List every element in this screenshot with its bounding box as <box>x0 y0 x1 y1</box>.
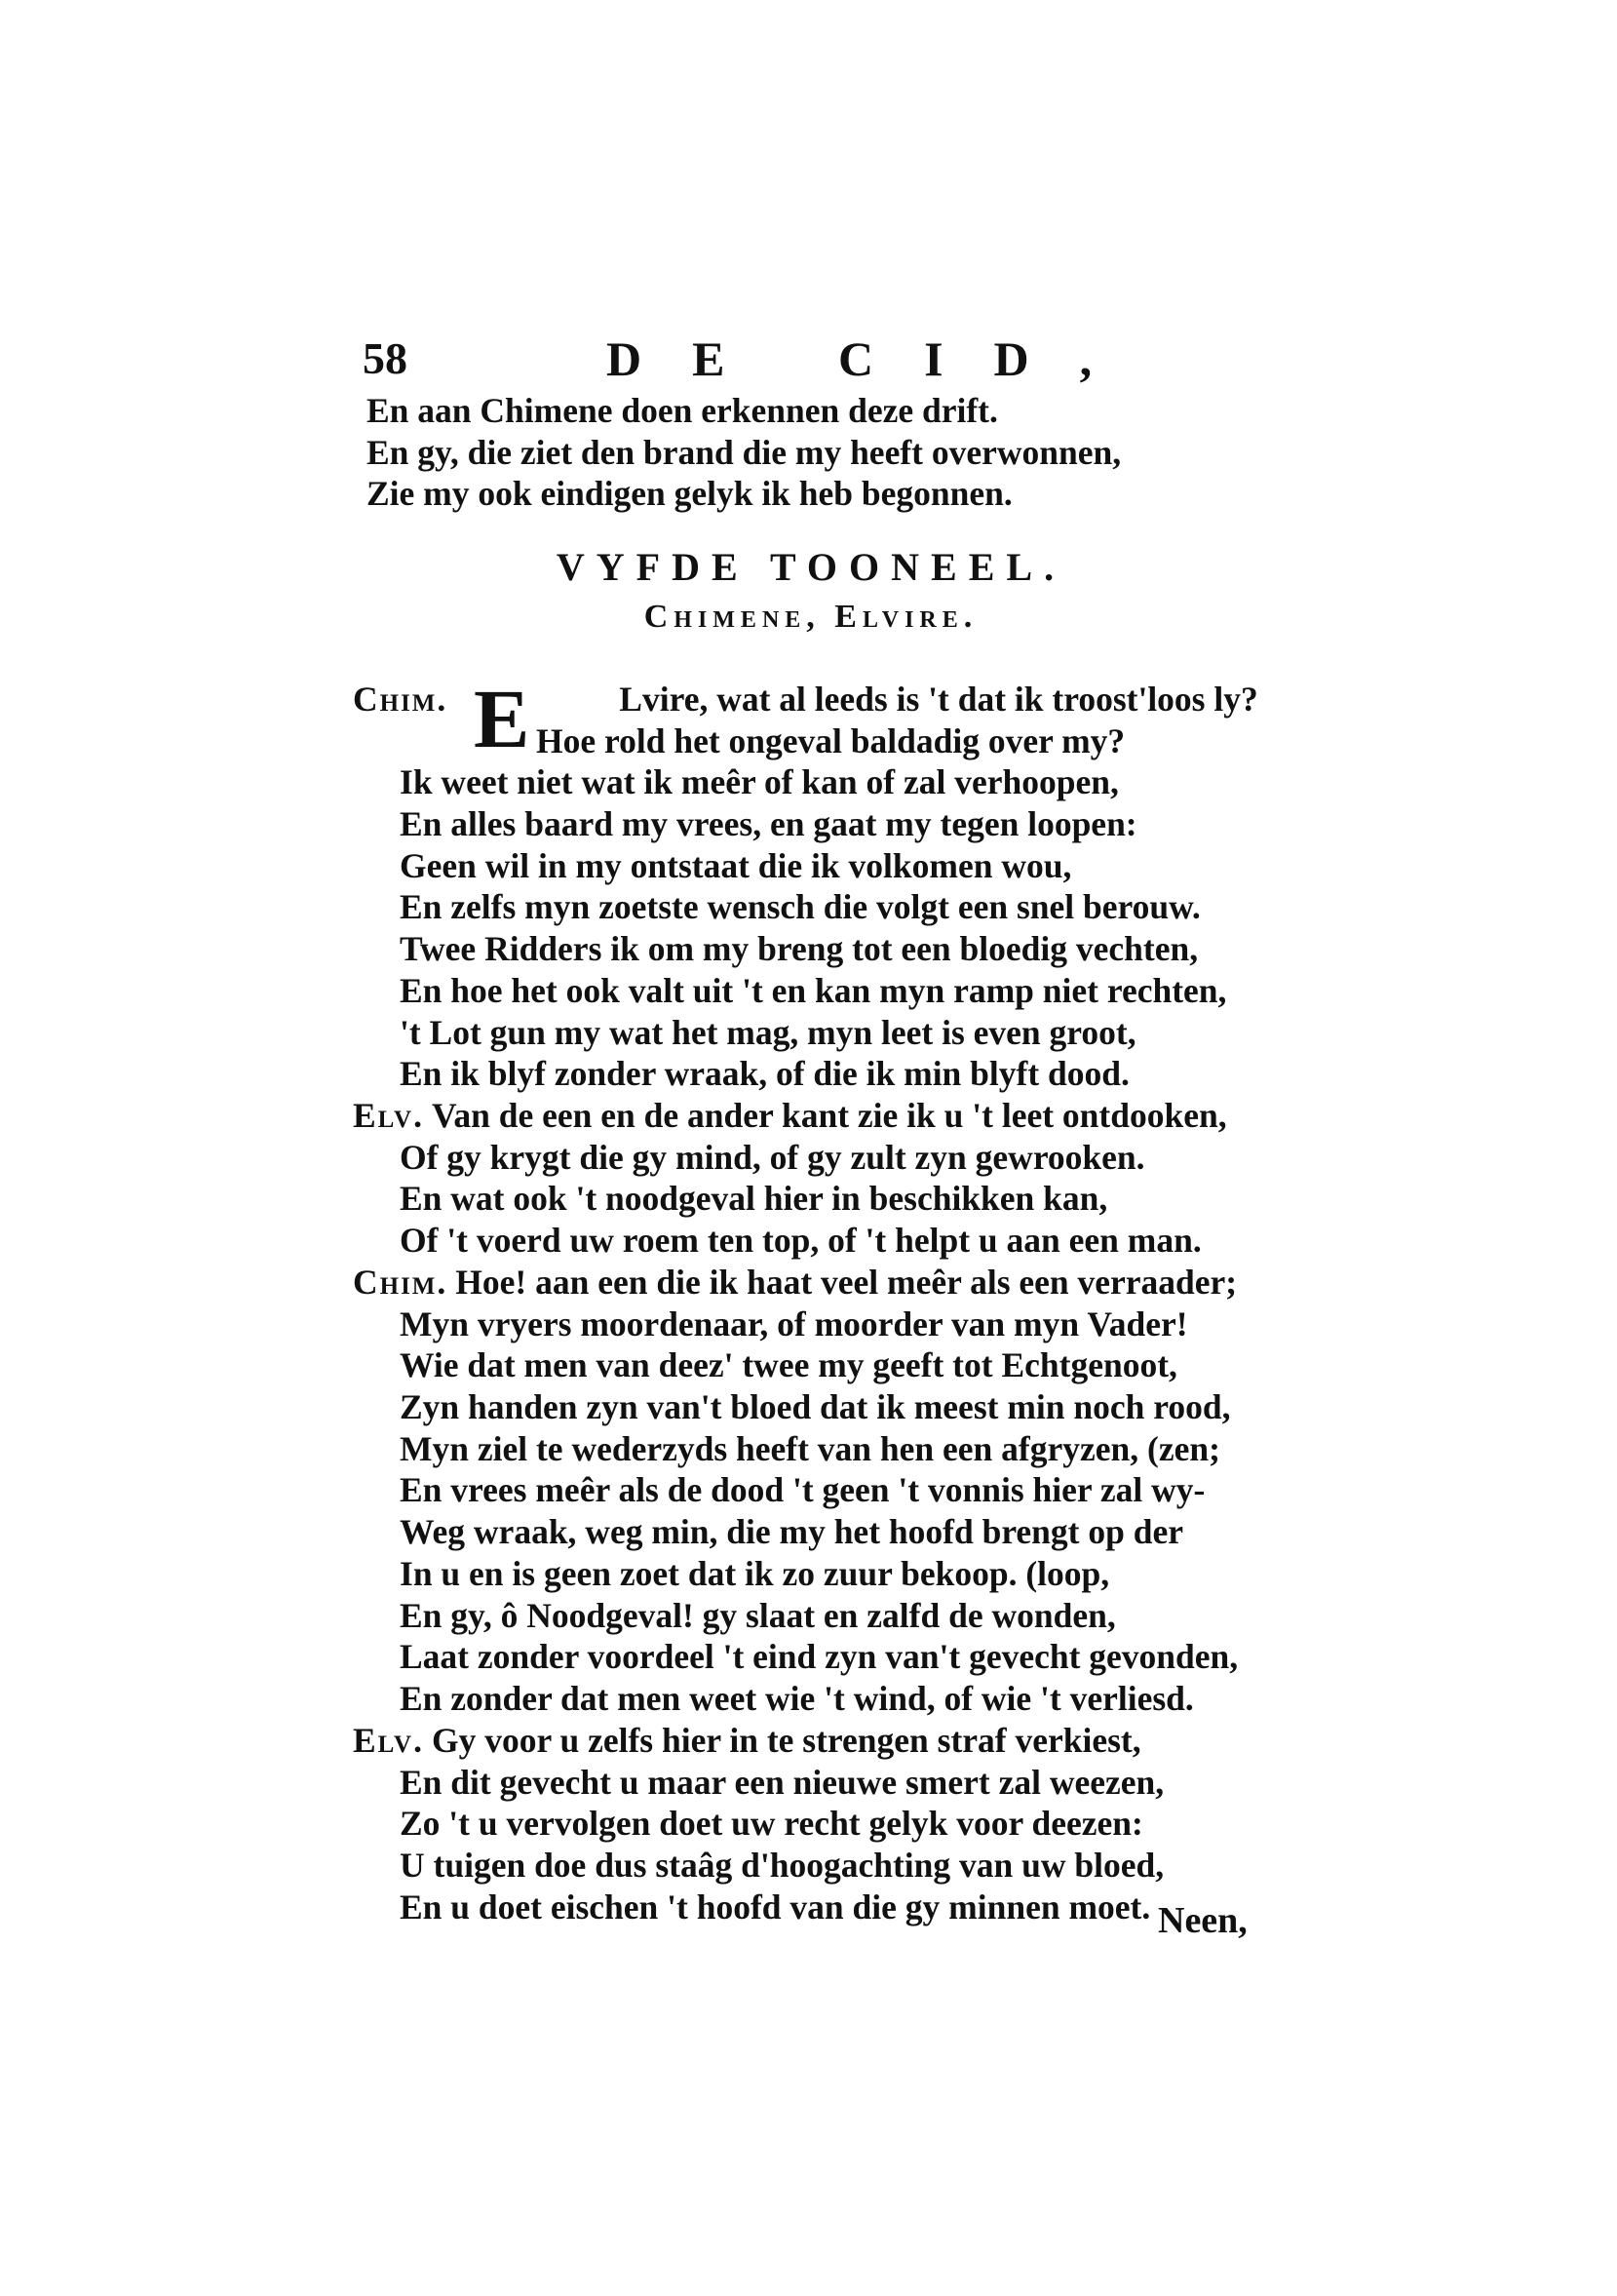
verse-line: Zo 't u vervolgen doet uw recht gelyk voor deezen: <box>400 1804 1143 1844</box>
verse-line: Laat zonder voordeel 't eind zyn van't gevecht gevonden, <box>400 1637 1239 1677</box>
verse-line: En hoe het ook valt uit 't en kan myn ramp niet rechten, <box>400 970 1227 1010</box>
speaker-label: Chim. <box>353 1263 448 1302</box>
verse-line: En zonder dat men weet wie 't wind, of wie 't verliesd. <box>400 1678 1194 1718</box>
verse-line: 't Lot gun my wat het mag, myn leet is even groot, <box>400 1012 1136 1052</box>
verse-line: En aan Chimene doen erkennen deze drift. <box>366 391 998 430</box>
scene-characters: Chimene, Elvire. <box>643 599 979 635</box>
verse-line: Weg wraak, weg min, die my het hoofd brengt op der <box>400 1512 1184 1552</box>
page-header <box>363 330 1259 388</box>
verse-line: Geen wil in my ontstaat die ik volkomen wou, <box>400 845 1072 885</box>
verse-line: En gy, die ziet den brand die my heeft overwonnen, <box>366 432 1122 472</box>
verse-text: Gy voor u zelfs hier in te strengen straf verkiest, <box>432 1721 1141 1760</box>
verse-line: En dit gevecht u maar een nieuwe smert zal weezen, <box>400 1762 1165 1802</box>
speech-chimene-2 <box>353 1262 1289 1720</box>
speech-elvire-1 <box>353 1095 1289 1262</box>
verse-line: En gy, ô Noodgeval! gy slaat en zalfd de wonden, <box>400 1595 1116 1635</box>
verse-line: Myn ziel te wederzyds heeft van hen een afgryzen, (zen; <box>400 1428 1220 1468</box>
verse-line: In u en is geen zoet dat ik zo zuur bekoop. (loop, <box>400 1553 1110 1593</box>
verse-line: Myn vryers moordenaar, of moorder van myn Vader! <box>400 1304 1188 1343</box>
verse-line <box>353 679 1289 720</box>
drop-cap: E <box>474 672 530 765</box>
verse-text: Hoe rold het ongeval baldadig over my? <box>536 720 1126 760</box>
verse-line <box>353 1720 1289 1762</box>
verse-line: En vrees meêr als de dood 't geen 't vonnis hier zal wy- <box>400 1470 1206 1510</box>
verse-line <box>353 1095 1289 1137</box>
verse-line: En wat ook 't noodgeval hier in beschikken kan, <box>400 1179 1108 1219</box>
speaker-label: Elv. <box>353 1096 424 1135</box>
verse-line: En zelfs myn zoetste wensch die volgt een snel berouw. <box>400 887 1201 927</box>
verse-line: Zie my ook eindigen gelyk ik heb begonnen. <box>366 474 1013 514</box>
speaker-label: Chim. <box>353 680 448 719</box>
speaker-label: Elv. <box>353 1721 424 1760</box>
verse-text: Van de een en de ander kant zie ik u 't leet ontdooken, <box>432 1096 1227 1135</box>
page-number: 58 <box>363 333 407 383</box>
scene-heading: VYFDE TOONEEL. <box>556 545 1066 589</box>
opening-verse <box>366 390 1283 515</box>
verse-line: En alles baard my vrees, en gaat my tegen loopen: <box>400 804 1137 844</box>
verse-text: Lvire, wat al leeds is 't dat ik troost'loos ly? <box>619 680 1258 719</box>
running-title: DE CID, <box>606 331 1143 386</box>
verse-line: Twee Ridders ik om my breng tot een bloedig vechten, <box>400 929 1199 969</box>
verse-line: Zyn handen zyn van't bloed dat ik meest min noch rood, <box>400 1387 1231 1427</box>
verse-line: En u doet eischen 't hoofd van die gy minnen moet. <box>400 1887 1151 1926</box>
verse-line: En ik blyf zonder wraak, of die ik min blyft dood. <box>400 1054 1130 1094</box>
verse-text: Hoe! aan een die ik haat veel meêr als een verraader; <box>455 1263 1238 1302</box>
catchword: Neen, <box>1158 1900 1248 1941</box>
speech-elvire-2 <box>353 1720 1289 1927</box>
verse-line <box>353 1262 1289 1304</box>
speech-chimene-1 <box>353 672 1289 1095</box>
verse-line <box>353 720 1289 762</box>
verse-line: Of gy krygt die gy mind, of gy zult zyn gewrooken. <box>400 1137 1145 1177</box>
verse-line: Of 't voerd uw roem ten top, of 't helpt u aan een man. <box>400 1221 1202 1261</box>
verse-line: Wie dat men van deez' twee my geeft tot Echtgenoot, <box>400 1345 1177 1385</box>
verse-line: U tuigen doe dus staâg d'hoogachting van uw bloed, <box>400 1846 1165 1886</box>
verse-line: Ik weet niet wat ik meêr of kan of zal verhoopen, <box>400 762 1119 802</box>
